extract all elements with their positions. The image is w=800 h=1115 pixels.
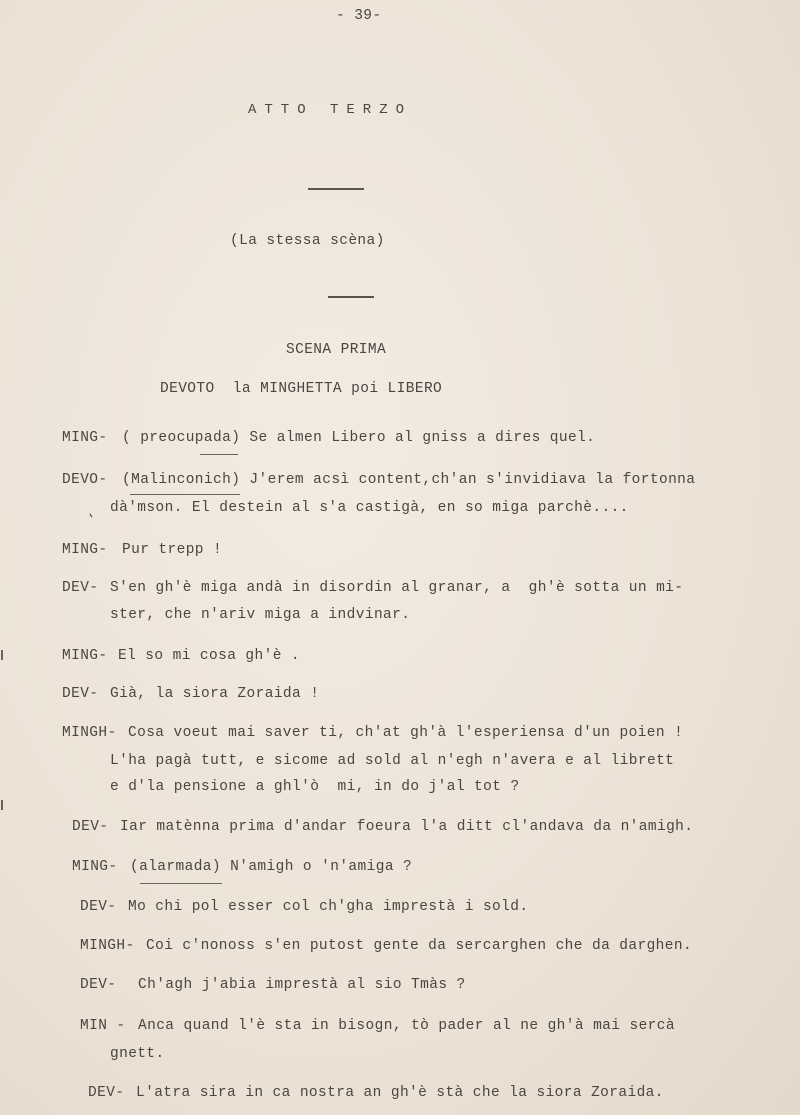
dialogue-line: Mo chi pol esser col ch'gha imprestà i sold.: [128, 899, 529, 915]
scene-characters: DEVOTO la MINGHETTA poi LIBERO: [160, 381, 443, 397]
dialogue-line: Cosa voeut mai saver ti, ch'at gh'à l'esperiensa d'un poien !: [128, 725, 684, 741]
underline-mark: [130, 494, 240, 495]
act-title: ATTO TERZO: [248, 102, 413, 118]
speaker: DEV-: [62, 686, 99, 702]
speaker: MINGH-: [80, 938, 135, 954]
dialogue-continuation: ster, che n'ariv miga a indvinar.: [110, 607, 411, 623]
separator-dash: [328, 296, 374, 298]
speaker: DEV-: [88, 1085, 125, 1101]
separator-dash: [308, 188, 364, 190]
dialogue-line: (Malinconich) J'erem acsì content,ch'an s'invidiava la fortonna: [122, 472, 696, 488]
dialogue-continuation: dà'mson. El destein al s'a castigà, en so miga parchè....: [110, 500, 629, 516]
dialogue-line: Già, la siora Zoraida !: [110, 686, 320, 702]
speaker: DEVO-: [62, 472, 108, 488]
page-number: - 39-: [336, 8, 382, 24]
speaker: MING-: [62, 542, 108, 558]
dialogue-continuation: e d'la pensione a ghl'ò mi, in do j'al tot ?: [110, 779, 520, 795]
speaker: DEV-: [62, 580, 99, 596]
underline-mark: [140, 883, 222, 884]
dialogue-line: S'en gh'è miga andà in disordin al granar, a gh'è sotta un mi-: [110, 580, 684, 596]
dialogue-line: L'atra sira in ca nostra an gh'è stà che la siora Zoraida.: [136, 1085, 664, 1101]
dialogue-line: Anca quand l'è sta in bisogn, tò pader al ne gh'à mai sercà: [138, 1018, 675, 1034]
dialogue-continuation: gnett.: [110, 1046, 165, 1062]
dialogue-line: ( preocupada) Se almen Libero al gniss a dires quel.: [122, 430, 596, 446]
edge-mark: [1, 800, 3, 810]
dialogue-line: El so mi cosa gh'è .: [118, 648, 301, 664]
dialogue-continuation: L'ha pagà tutt, e sicome ad sold al n'egh n'avera e al librett: [110, 753, 675, 769]
speaker: DEV-: [80, 899, 117, 915]
speaker: MING-: [62, 648, 108, 664]
speaker: DEV-: [72, 819, 109, 835]
dialogue-line: Ch'agh j'abia imprestà al sio Tmàs ?: [138, 977, 466, 993]
speaker: MIN -: [80, 1018, 126, 1034]
speaker: MINGH-: [62, 725, 117, 741]
speaker: DEV-: [80, 977, 117, 993]
dialogue-line: Iar matènna prima d'andar foeura l'a ditt cl'andava da n'amigh.: [120, 819, 694, 835]
dialogue-line: (alarmada) N'amigh o 'n'amiga ?: [130, 859, 413, 875]
speaker: MING-: [62, 430, 108, 446]
speaker: MING-: [72, 859, 118, 875]
dialogue-line: Pur trepp !: [122, 542, 223, 558]
edge-mark: [1, 650, 3, 660]
pencil-mark: [89, 511, 97, 518]
setting-note: (La stessa scèna): [230, 233, 385, 249]
underline-mark: [200, 454, 238, 455]
dialogue-line: Coi c'nonoss s'en putost gente da sercarghen che da darghen.: [146, 938, 693, 954]
scene-title: SCENA PRIMA: [286, 342, 387, 358]
